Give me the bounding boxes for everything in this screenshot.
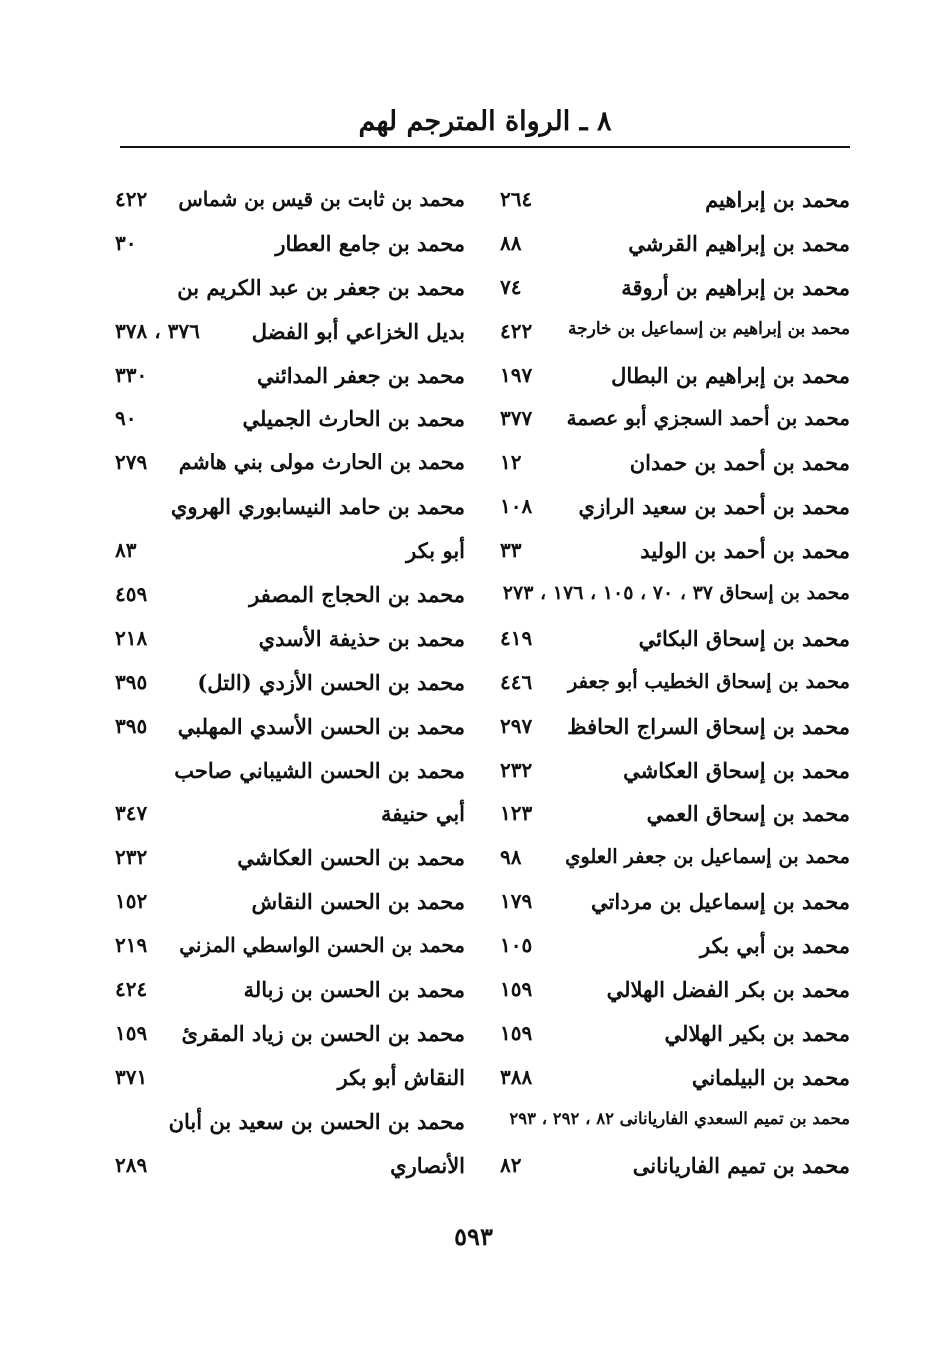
narrator-name: محمد بن الحسن الواسطي المزني	[179, 933, 465, 958]
index-entry	[115, 799, 465, 843]
page-reference: ١٢٣	[500, 801, 533, 826]
page-reference: ٢١٨	[115, 625, 148, 650]
page-reference: ١٥٩	[115, 1020, 148, 1045]
page-reference: ٣٨٨	[500, 1064, 533, 1089]
narrator-name: محمد بن إسماعيل بن مرداتي	[591, 889, 850, 915]
narrator-name: محمد بن حامد النيسابوري الهروي	[170, 494, 465, 520]
narrator-name: محمد بن الحسن الأسدي المهلبي	[177, 713, 465, 739]
narrator-name: محمد بن الحجاج المصفر	[249, 582, 465, 608]
page-reference: ١٧٩	[500, 889, 533, 914]
index-entry	[115, 712, 465, 756]
page-reference: ١٠٥	[500, 933, 533, 958]
page-reference: ٤٢٤	[115, 977, 148, 1002]
narrator-name: محمد بن أحمد بن سعيد الرازي	[578, 494, 850, 520]
index-entry	[115, 1151, 465, 1195]
narrator-name: محمد بن الحارث الجميلي	[242, 406, 465, 432]
page-reference: ٣٣	[500, 538, 522, 563]
index-entry	[500, 975, 850, 1019]
index-entry	[115, 975, 465, 1019]
page-reference: ٣٧١	[115, 1064, 148, 1089]
narrator-name: محمد بن تميم الفاريانانى	[632, 1152, 850, 1178]
index-entry	[115, 492, 465, 536]
narrator-name: محمد بن الحسن الأزدي (التل)	[197, 669, 465, 695]
narrator-name: محمد بن الحارث مولى بني هاشم	[178, 450, 465, 475]
page-reference: ٤١٩	[500, 625, 533, 650]
page-reference: ٣٩٥	[115, 669, 148, 694]
page-reference: ٢٧٩	[115, 450, 148, 475]
index-entry	[500, 712, 850, 756]
page-reference: ١٥٩	[500, 977, 533, 1002]
narrator-name: محمد بن الحسن النقاش	[251, 889, 465, 915]
index-entry	[500, 843, 850, 887]
index-entry	[500, 404, 850, 448]
narrator-name: محمد بن إسماعيل بن جعفر العلوي	[565, 845, 850, 869]
page-reference: ٩٠	[115, 406, 137, 431]
index-entry	[500, 361, 850, 405]
narrator-name: محمد بن إبراهيم بن البطال	[611, 362, 850, 388]
index-entry	[500, 887, 850, 931]
page-header-title: ٨ ـ الرواة المترجم لهم	[358, 106, 612, 137]
page-reference: ٣٧٧	[500, 406, 533, 431]
index-entry	[115, 887, 465, 931]
index-entry	[500, 1019, 850, 1063]
page-reference: ٢٩٧	[500, 713, 533, 738]
page-number: ٥٩٣	[454, 1222, 493, 1251]
narrator-name: محمد بن أحمد بن حمدان	[629, 450, 850, 476]
narrator-name: بديل الخزاعي أبو الفضل	[251, 318, 465, 344]
page-reference: ١٢	[500, 450, 522, 475]
page-reference: ٣٧٦ ، ٣٧٨	[115, 318, 200, 343]
index-entry	[500, 1151, 850, 1195]
page-reference: ٤٤٦	[500, 669, 533, 694]
page-reference: ٢٦٤	[500, 187, 533, 211]
narrator-name: محمد بن البيلماني	[691, 1064, 850, 1090]
narrator-name: محمد بن إبراهيم القرشي	[628, 230, 850, 256]
index-entry	[500, 580, 850, 624]
index-entry	[115, 668, 465, 712]
narrator-name: محمد بن إسحاق البكائي	[638, 625, 850, 651]
index-entry	[500, 536, 850, 580]
page-reference: ٢٨٩	[115, 1152, 148, 1177]
narrator-name: محمد بن الحسن الشيباني صاحب	[174, 757, 465, 783]
narrator-name: الأنصاري	[390, 1152, 465, 1178]
index-entry	[115, 843, 465, 887]
page-reference: ٤٢٢	[500, 318, 533, 343]
index-entry	[115, 317, 465, 361]
index-entry	[500, 931, 850, 975]
narrator-name: محمد بن ثابت بن قيس بن شماس	[178, 187, 465, 211]
narrator-name: محمد بن جعفر بن عبد الكريم بن	[177, 274, 465, 300]
narrator-name: محمد بن إسحاق السراج الحافظ	[567, 713, 850, 739]
index-entry	[115, 1063, 465, 1107]
narrator-name: محمد بن حذيفة الأسدي	[258, 625, 465, 651]
index-entry	[500, 624, 850, 668]
index-entry	[115, 931, 465, 975]
index-entry	[500, 799, 850, 843]
page-reference: ٤٥٩	[115, 582, 148, 607]
index-entry	[500, 273, 850, 317]
page-reference: ٢٣٢	[500, 757, 533, 782]
page-reference: ٢٣٢	[115, 845, 148, 870]
index-entry	[500, 185, 850, 229]
index-column-left	[115, 185, 465, 1194]
page-reference: ٧٤	[500, 274, 522, 299]
index-entry	[115, 536, 465, 580]
page-reference: ١٥٩	[500, 1020, 533, 1045]
page-reference: ٨٨	[500, 230, 522, 255]
page-reference: ٨٢	[500, 1152, 522, 1177]
narrator-name: محمد بن أحمد السجزي أبو عصمة	[566, 406, 850, 431]
index-entry	[115, 580, 465, 624]
page-reference: ٣٤٧	[115, 801, 148, 826]
page-reference: ٣٠	[115, 230, 137, 255]
narrator-name: محمد بن إبراهيم بن إسماعيل بن خارجة	[568, 318, 850, 339]
narrator-name: أبو بكر	[406, 538, 465, 564]
index-entry	[115, 448, 465, 492]
narrator-name: محمد بن الحسن بن زبالة	[243, 977, 465, 1003]
narrator-name: محمد بن بكر الفضل الهلالي	[606, 977, 850, 1003]
page-reference: ٣٩٥	[115, 713, 148, 738]
narrator-name: محمد بن إسحاق العكاشي	[623, 757, 850, 783]
index-entry	[115, 1107, 465, 1151]
narrator-name: محمد بن إبراهيم بن أروقة	[621, 274, 850, 300]
narrator-name: محمد بن إبراهيم	[705, 187, 850, 212]
index-entry	[115, 756, 465, 800]
narrator-name: محمد بن إسحاق ٣٧ ، ٧٠ ، ١٠٥ ، ١٧٦ ، ٢٧٣	[502, 582, 850, 605]
index-entry	[500, 1107, 850, 1151]
narrator-name: النقاش أبو بكر	[337, 1064, 465, 1090]
page-reference: ٢١٩	[115, 933, 148, 958]
index-entry	[115, 185, 465, 229]
index-column-right	[500, 185, 850, 1194]
narrator-name: محمد بن إسحاق الخطيب أبو جعفر	[567, 669, 850, 693]
page-reference: ١٠٨	[500, 494, 533, 519]
index-entry	[500, 668, 850, 712]
page-reference: ٣٣٠	[115, 362, 148, 387]
header-rule	[120, 146, 850, 148]
index-entry	[115, 1019, 465, 1063]
page-reference: ٩٨	[500, 845, 522, 870]
index-entry	[115, 273, 465, 317]
page-reference: ٨٣	[115, 538, 137, 563]
index-entry	[500, 317, 850, 361]
narrator-name: محمد بن جامع العطار	[275, 230, 465, 256]
index-entry	[500, 492, 850, 536]
narrator-name: محمد بن تميم السعدي الفاريانانى ٨٢ ، ٢٩٢ ، ٢٩٣	[509, 1108, 850, 1128]
narrator-name: محمد بن بكير الهلالي	[664, 1020, 850, 1046]
page-reference: ١٩٧	[500, 362, 533, 387]
index-entry	[500, 229, 850, 273]
narrator-name: محمد بن أحمد بن الوليد	[640, 538, 850, 564]
index-entry	[115, 624, 465, 668]
page-reference: ٤٢٢	[115, 187, 148, 211]
index-entry	[500, 448, 850, 492]
narrator-name: محمد بن الحسن بن زياد المقرئ	[181, 1020, 465, 1046]
narrator-name: محمد بن الحسن بن سعيد بن أبان	[168, 1108, 465, 1134]
index-entry	[115, 229, 465, 273]
narrator-name: محمد بن أبي بكر	[700, 933, 850, 959]
narrator-name: محمد بن الحسن العكاشي	[237, 845, 465, 871]
narrator-name: محمد بن جعفر المدائني	[257, 362, 465, 388]
narrator-name: محمد بن إسحاق العمي	[646, 801, 850, 827]
index-entry	[500, 756, 850, 800]
index-entry	[500, 1063, 850, 1107]
index-entry	[115, 361, 465, 405]
narrator-name: أبي حنيفة	[380, 801, 465, 827]
index-entry	[115, 404, 465, 448]
page-reference: ١٥٢	[115, 889, 148, 914]
